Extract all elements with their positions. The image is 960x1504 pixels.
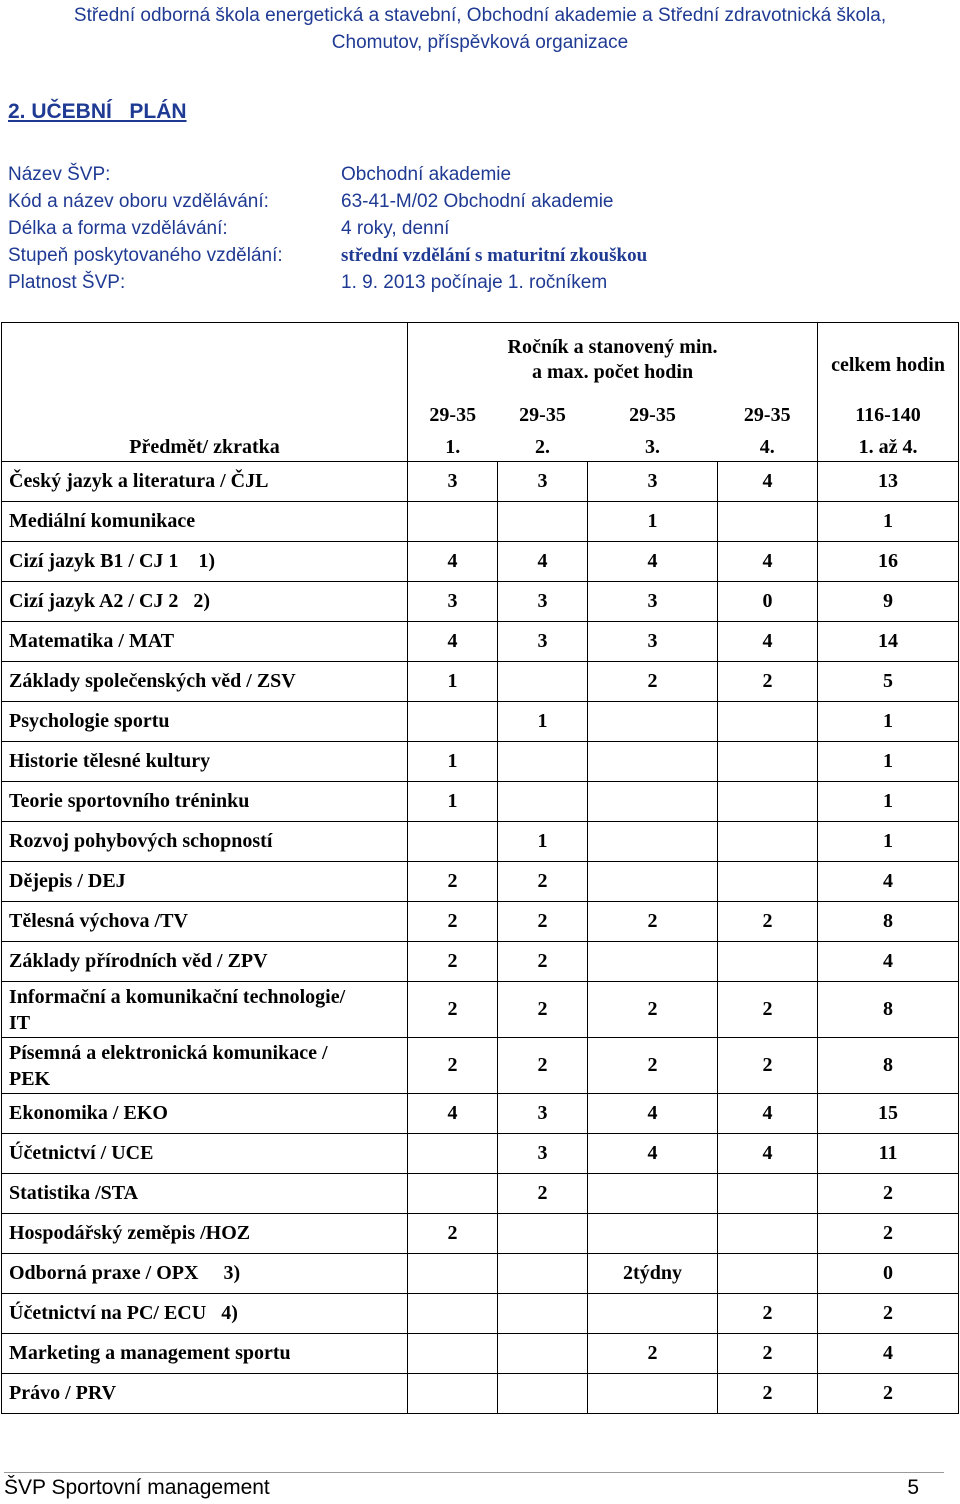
hours-year-1 [408, 1134, 498, 1174]
hours-year-1: 1 [408, 662, 498, 702]
hours-year-1: 3 [408, 462, 498, 502]
subject-name: Dějepis / DEJ [2, 862, 408, 902]
hours-year-1: 2 [408, 942, 498, 982]
subject-name: Účetnictví na PC/ ECU 4) [2, 1294, 408, 1334]
range-total: 116-140 [818, 398, 959, 434]
hours-year-4: 2 [718, 1038, 818, 1094]
info-value: střední vzdělání s maturitní zkouškou [341, 245, 648, 266]
subject-row [2, 702, 959, 742]
hours-year-1 [408, 1374, 498, 1414]
hours-year-1: 4 [408, 1094, 498, 1134]
hours-year-4 [718, 942, 818, 982]
hours-year-2: 3 [498, 462, 588, 502]
hours-total: 13 [818, 462, 959, 502]
subject-name [2, 982, 408, 1038]
hours-year-3 [588, 822, 718, 862]
subject-row [2, 982, 959, 1038]
hours-year-2: 2 [498, 1038, 588, 1094]
hours-total: 2 [818, 1374, 959, 1414]
hours-year-2: 2 [498, 902, 588, 942]
info-row-level [8, 242, 948, 269]
hours-year-2 [498, 1334, 588, 1374]
subject-name-line-2: IT [9, 1011, 31, 1034]
hours-year-3: 3 [588, 462, 718, 502]
hours-total: 5 [818, 662, 959, 702]
subject-row [2, 1294, 959, 1334]
footer-divider [4, 1472, 944, 1473]
hours-year-2: 1 [498, 702, 588, 742]
hours-year-2: 1 [498, 822, 588, 862]
years-total-header: 1. až 4. [818, 434, 959, 462]
year-2-header: 2. [498, 434, 588, 462]
group-header: Ročník a stanovený min. a max. počet hodin [408, 323, 818, 398]
hours-total: 8 [818, 982, 959, 1038]
hours-year-3: 2týdny [588, 1254, 718, 1294]
hours-year-4 [718, 742, 818, 782]
hours-year-3 [588, 1214, 718, 1254]
header-line-1: Střední odborná škola energetická a stavební, Obchodní akademie a Střední zdravotnická škola, [73, 5, 887, 26]
hours-total: 14 [818, 622, 959, 662]
hours-year-3 [588, 942, 718, 982]
hours-year-4: 4 [718, 542, 818, 582]
subject-row [2, 542, 959, 582]
subject-row [2, 1038, 959, 1094]
subject-row [2, 902, 959, 942]
hours-year-4: 4 [718, 462, 818, 502]
subject-name: Mediální komunikace [2, 502, 408, 542]
subject-name: Účetnictví / UCE [2, 1134, 408, 1174]
hours-year-2 [498, 1214, 588, 1254]
subject-name: Marketing a management sportu [2, 1334, 408, 1374]
subject-row [2, 1334, 959, 1374]
subject-header-spacer [2, 323, 408, 398]
hours-year-4: 2 [718, 982, 818, 1038]
info-row-duration [8, 215, 948, 242]
curriculum-table [1, 322, 959, 1414]
hours-year-2 [498, 782, 588, 822]
hours-total: 1 [818, 502, 959, 542]
hours-year-2: 3 [498, 582, 588, 622]
subject-row [2, 1374, 959, 1414]
subject-name: Český jazyk a literatura / ČJL [2, 462, 408, 502]
section-title: 2. UČEBNÍ PLÁN [8, 100, 187, 123]
hours-year-4: 2 [718, 902, 818, 942]
hours-year-3: 2 [588, 1038, 718, 1094]
subject-row [2, 662, 959, 702]
hours-total: 8 [818, 1038, 959, 1094]
hours-year-1: 2 [408, 982, 498, 1038]
hours-year-3: 2 [588, 902, 718, 942]
subject-name: Odborná praxe / OPX 3) [2, 1254, 408, 1294]
subject-name: Cizí jazyk B1 / CJ 1 1) [2, 542, 408, 582]
hours-year-3 [588, 782, 718, 822]
info-label: Stupeň poskytovaného vzdělání: [8, 245, 283, 266]
hours-year-2 [498, 742, 588, 782]
hours-year-1 [408, 1254, 498, 1294]
hours-total: 4 [818, 862, 959, 902]
subject-name: Matematika / MAT [2, 622, 408, 662]
hours-year-3 [588, 862, 718, 902]
hours-year-4: 4 [718, 1134, 818, 1174]
hours-year-3 [588, 1294, 718, 1334]
hours-year-2: 2 [498, 942, 588, 982]
subject-name: Tělesná výchova /TV [2, 902, 408, 942]
hours-year-3: 3 [588, 582, 718, 622]
hours-total: 11 [818, 1134, 959, 1174]
subject-row [2, 1214, 959, 1254]
subject-name: Cizí jazyk A2 / CJ 2 2) [2, 582, 408, 622]
year-4-header: 4. [718, 434, 818, 462]
hours-year-2: 3 [498, 1094, 588, 1134]
hours-year-4 [718, 1174, 818, 1214]
year-1-header: 1. [408, 434, 498, 462]
hours-year-2 [498, 1294, 588, 1334]
hours-year-4: 2 [718, 662, 818, 702]
info-row-code [8, 188, 948, 215]
subject-row [2, 1134, 959, 1174]
hours-year-2: 4 [498, 542, 588, 582]
hours-year-3 [588, 742, 718, 782]
hours-total: 2 [818, 1294, 959, 1334]
hours-total: 0 [818, 1254, 959, 1294]
info-value: Obchodní akademie [341, 164, 512, 185]
subject-row [2, 1254, 959, 1294]
subject-row [2, 1174, 959, 1214]
hours-year-1: 1 [408, 742, 498, 782]
hours-year-2 [498, 1254, 588, 1294]
hours-year-2 [498, 662, 588, 702]
info-row-name [8, 161, 948, 188]
hours-year-4: 4 [718, 622, 818, 662]
subject-name: Základy přírodních věd / ZPV [2, 942, 408, 982]
subject-name: Právo / PRV [2, 1374, 408, 1414]
header-line-2: Chomutov, příspěvková organizace [331, 32, 629, 53]
info-value: 4 roky, denní [341, 218, 450, 239]
hours-year-2: 2 [498, 982, 588, 1038]
hours-year-3 [588, 1174, 718, 1214]
hours-total: 4 [818, 1334, 959, 1374]
hours-year-4: 2 [718, 1374, 818, 1414]
hours-year-1: 2 [408, 902, 498, 942]
subject-name [2, 1038, 408, 1094]
hours-year-3: 3 [588, 622, 718, 662]
hours-total: 4 [818, 942, 959, 982]
hours-year-4 [718, 1254, 818, 1294]
subject-row [2, 502, 959, 542]
hours-year-1 [408, 502, 498, 542]
subject-name-line-2: PEK [9, 1067, 51, 1090]
hours-year-3: 1 [588, 502, 718, 542]
subject-name: Statistika /STA [2, 1174, 408, 1214]
info-label: Délka a forma vzdělávání: [8, 218, 228, 239]
hours-year-1 [408, 822, 498, 862]
hours-year-1 [408, 1334, 498, 1374]
hours-total: 1 [818, 742, 959, 782]
hours-year-1: 2 [408, 1038, 498, 1094]
subject-header: Předmět/ zkratka [2, 434, 408, 462]
hours-year-4: 4 [718, 1094, 818, 1134]
total-header: celkem hodin [818, 323, 959, 398]
hours-year-1: 2 [408, 1214, 498, 1254]
subject-row [2, 462, 959, 502]
info-label: Kód a název oboru vzdělávání: [8, 191, 269, 212]
subject-name: Rozvoj pohybových schopností [2, 822, 408, 862]
hours-year-1: 3 [408, 582, 498, 622]
range-year-4: 29-35 [718, 398, 818, 434]
subject-row [2, 1094, 959, 1134]
hours-year-2: 3 [498, 622, 588, 662]
program-info [8, 161, 948, 296]
subject-name: Ekonomika / EKO [2, 1094, 408, 1134]
hours-year-3 [588, 702, 718, 742]
hours-total: 2 [818, 1174, 959, 1214]
subject-row [2, 782, 959, 822]
hours-year-3: 2 [588, 1334, 718, 1374]
range-year-2: 29-35 [519, 404, 566, 426]
hours-year-3: 2 [588, 662, 718, 702]
subject-name: Hospodářský zeměpis /HOZ [2, 1214, 408, 1254]
hours-year-4 [718, 702, 818, 742]
subject-row [2, 742, 959, 782]
hours-total: 16 [818, 542, 959, 582]
hours-year-4 [718, 502, 818, 542]
hours-year-1 [408, 1174, 498, 1214]
hours-year-3: 4 [588, 542, 718, 582]
ranges-spacer [2, 398, 408, 434]
hours-year-3: 4 [588, 1134, 718, 1174]
hours-year-2 [498, 1374, 588, 1414]
hours-year-2: 3 [498, 1134, 588, 1174]
subject-name-line-1: Písemná a elektronická komunikace / [9, 1041, 328, 1064]
hours-year-3: 2 [588, 982, 718, 1038]
hours-year-1 [408, 1294, 498, 1334]
hours-year-4 [718, 782, 818, 822]
info-value: 1. 9. 2013 počínaje 1. ročníkem [341, 272, 608, 293]
hours-total: 1 [818, 822, 959, 862]
document-header [0, 2, 960, 56]
subject-name: Teorie sportovního tréninku [2, 782, 408, 822]
subject-name: Historie tělesné kultury [2, 742, 408, 782]
hours-year-4: 0 [718, 582, 818, 622]
hours-year-1: 4 [408, 542, 498, 582]
hours-year-4 [718, 862, 818, 902]
hours-year-1: 1 [408, 782, 498, 822]
info-label: Platnost ŠVP: [8, 272, 126, 293]
info-value: 63-41-M/02 Obchodní akademie [341, 191, 614, 212]
hours-year-2: 2 [498, 1174, 588, 1214]
subject-row [2, 622, 959, 662]
subject-name: Psychologie sportu [2, 702, 408, 742]
hours-year-3 [588, 1374, 718, 1414]
hours-year-4: 2 [718, 1294, 818, 1334]
hours-year-4 [718, 822, 818, 862]
hours-total: 15 [818, 1094, 959, 1134]
subject-name: Základy společenských věd / ZSV [2, 662, 408, 702]
subject-name-line-1: Informační a komunikační technologie/ [9, 985, 346, 1008]
page-number: 5 [907, 1476, 919, 1499]
hours-year-1: 2 [408, 862, 498, 902]
hours-year-1: 4 [408, 622, 498, 662]
hours-total: 2 [818, 1214, 959, 1254]
hours-total: 1 [818, 702, 959, 742]
page-footer [4, 1476, 919, 1500]
subject-row [2, 822, 959, 862]
hours-year-2 [498, 502, 588, 542]
hours-total: 8 [818, 902, 959, 942]
range-year-3: 29-35 [629, 404, 676, 426]
info-row-validity [8, 269, 948, 296]
footer-program-name: ŠVP Sportovní management [4, 1476, 270, 1499]
subject-row [2, 582, 959, 622]
hours-year-4: 2 [718, 1334, 818, 1374]
hours-total: 1 [818, 782, 959, 822]
subject-row [2, 942, 959, 982]
hours-year-4 [718, 1214, 818, 1254]
subject-row [2, 862, 959, 902]
year-3-header: 3. [588, 434, 718, 462]
info-label: Název ŠVP: [8, 164, 111, 185]
hours-year-2: 2 [498, 862, 588, 902]
hours-year-3: 4 [588, 1094, 718, 1134]
hours-total: 9 [818, 582, 959, 622]
hours-year-1 [408, 702, 498, 742]
range-year-1: 29-35 [408, 398, 498, 434]
